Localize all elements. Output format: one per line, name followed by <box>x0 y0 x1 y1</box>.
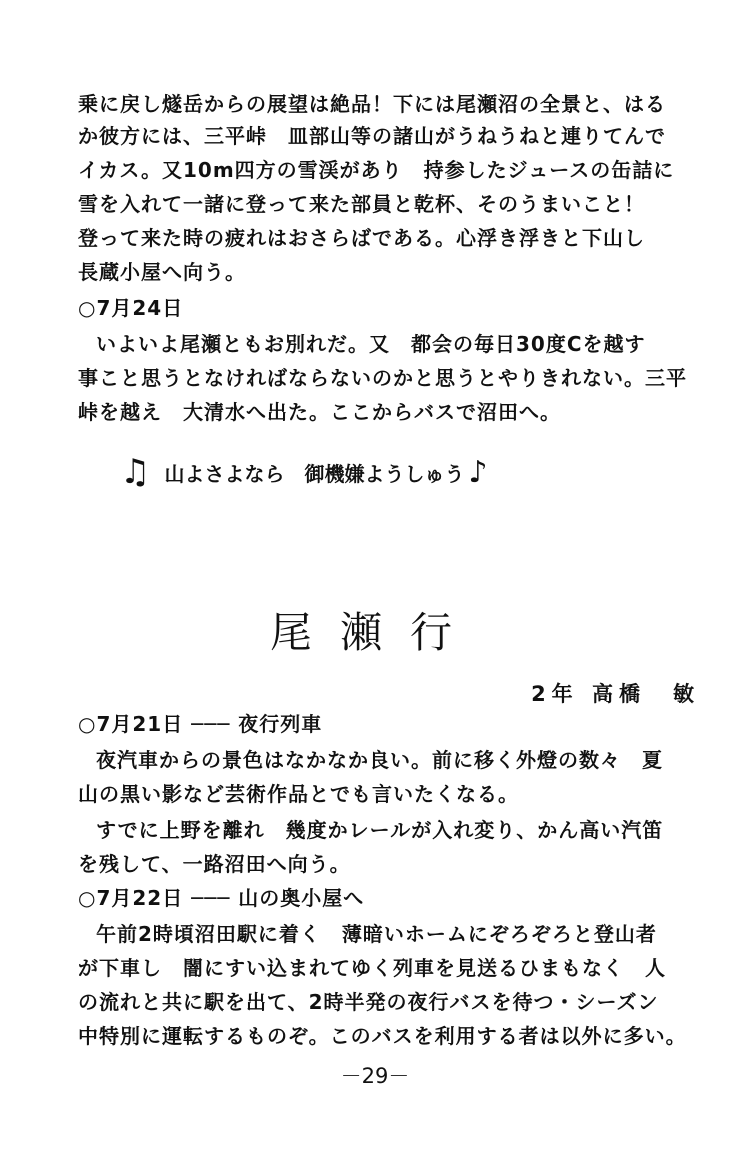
text-line: を残して、一路沼田へ向う。 <box>78 852 351 876</box>
date-heading: ○7月21日 ─── 夜行列車 <box>78 712 323 736</box>
date-heading: ○7月24日 <box>78 296 184 320</box>
article-author: 2年 高橋 敏 <box>531 682 700 706</box>
text-line: 長蔵小屋へ向う。 <box>78 260 246 284</box>
date-heading: ○7月22日 ─── 山の奥小屋へ <box>78 886 365 910</box>
text-line: か彼方には、三平峠 皿部山等の諸山がうねうねと連りてんで <box>78 124 666 148</box>
text-line: 峠を越え 大清水へ出た。ここからバスで沼田へ。 <box>78 400 561 424</box>
article-title: 尾瀬行 <box>269 608 480 657</box>
song-line <box>120 452 488 492</box>
text-line: 事こと思うとなければならないのかと思うとやりきれない。三平 <box>78 366 687 390</box>
text-line: すでに上野を離れ 幾度かレールが入れ変り、かん高い汽笛 <box>96 818 664 842</box>
text-line: 午前2時頃沼田駅に着く 薄暗いホームにぞろぞろと登山者 <box>96 922 657 946</box>
text-line: 中特別に運転するものぞ。このバスを利用する者は以外に多い。 <box>78 1024 687 1048</box>
text-line: 山の黒い影など芸術作品とでも言いたくなる。 <box>78 782 519 806</box>
text-line: 雪を入れて一諸に登って来た部員と乾杯、そのうまいこと！ <box>78 192 645 216</box>
text-line: の流れと共に駅を出て、2時半発の夜行バスを待つ・シーズン <box>78 990 659 1014</box>
text-line: 夜汽車からの景色はなかなか良い。前に移く外燈の数々 夏 <box>96 748 663 772</box>
text-line: が下車し 闇にすい込まれてゆく列車を見送るひまもなく 人 <box>78 956 666 980</box>
music-note-icon: ♪ <box>468 454 488 490</box>
page-number: －29－ <box>340 1064 410 1088</box>
text-line: いよいよ尾瀬ともお別れだ。又 都会の毎日30度Cを越す <box>96 332 646 356</box>
text-line: 乗に戻し燧岳からの展望は絶品！下には尾瀬沼の全景と、はる <box>78 92 666 116</box>
music-note-icon: ♫ <box>120 452 151 492</box>
song-text: 山よさよなら 御機嫌ようしゅう <box>164 461 465 486</box>
text-line: イカス。又10m四方の雪渓があり 持参したジュースの缶詰に <box>78 158 675 182</box>
text-line: 登って来た時の疲れはおさらばである。心浮き浮きと下山し <box>78 226 645 250</box>
